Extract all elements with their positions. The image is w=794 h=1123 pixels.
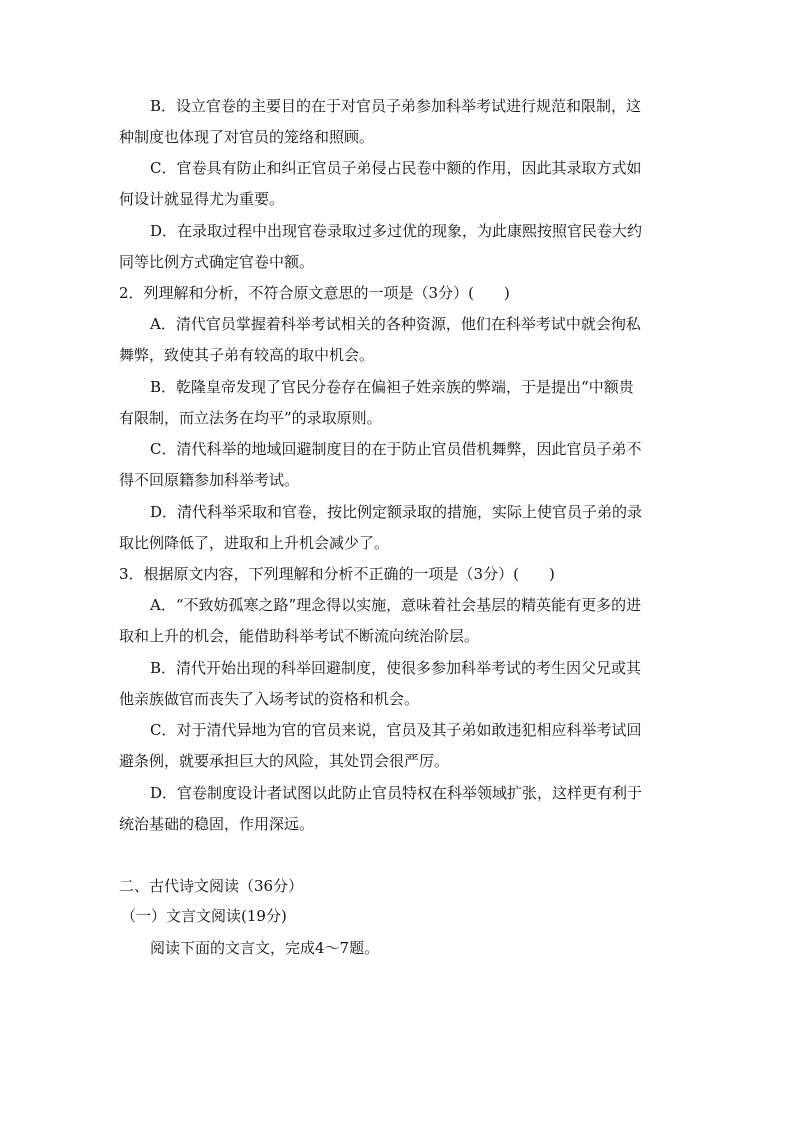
q3-option-b-line2: 他亲族做官而丧失了入场考试的资格和机会。	[119, 690, 420, 708]
q1-option-d-line2: 同等比例方式确定官卷中额。	[119, 253, 315, 271]
q1-option-b-line1: B．设立官卷的主要目的在于对官员子弟参加科举考试进行规范和限制，这	[150, 97, 642, 115]
q3-option-d-line1: D．官卷制度设计者试图以此防止官员特权在科举领域扩张，这样更有利于	[150, 784, 643, 802]
q1-option-b-line2: 种制度也体现了对官员的笼络和照顾。	[119, 128, 375, 146]
subsection-title: （一）文言文阅读(19分)	[121, 907, 287, 925]
q2-option-d-line1: D．清代科举采取和官卷，按比例定额录取的措施，实际上使官员子弟的录	[150, 503, 643, 521]
q3-option-c-line1: C．对于清代异地为官的官员来说，官员及其子弟如敢违犯相应科举考试回	[150, 721, 642, 739]
section-title: 二、古代诗文阅读（36分）	[119, 877, 304, 895]
q3-option-b-line1: B．清代开始出现的科举回避制度，使很多参加科举考试的考生因父兄或其	[150, 659, 642, 677]
reading-instruction: 阅读下面的文言文，完成4～7题。	[150, 939, 380, 957]
q2-option-c-line2: 得不回原籍参加科举考试。	[119, 471, 300, 489]
q1-option-d-line1: D．在录取过程中出现官卷录取过多过优的现象，为此康熙按照官民卷大约	[150, 222, 643, 240]
q1-option-c-line2: 何设计就显得尤为重要。	[119, 190, 285, 208]
q3-stem: 3．根据原文内容，下列理解和分析不正确的一项是（3分）( )	[119, 565, 555, 583]
q2-option-d-line2: 取比例降低了，进取和上升机会减少了。	[119, 534, 390, 552]
q3-option-a-line2: 取和上升的机会，能借助科举考试不断流向统治阶层。	[119, 627, 480, 645]
q2-option-b-line1: B．乾隆皇帝发现了官民分卷存在偏袒子姓亲族的弊端，于是提出“中额贵	[150, 378, 634, 396]
q3-option-a-line1: A．“不致妨孤寒之路”理念得以实施，意味着社会基层的精英能有更多的进	[150, 596, 642, 614]
q2-option-a-line1: A．清代官员掌握着科举考试相关的各种资源，他们在科举考试中就会徇私	[150, 315, 641, 333]
q2-option-c-line1: C．清代科举的地域回避制度目的在于防止官员借机舞弊，因此官员子弟不	[150, 440, 642, 458]
q1-option-c-line1: C．官卷具有防止和纠正官员子弟侵占民卷中额的作用，因此其录取方式如	[150, 159, 642, 177]
q3-option-d-line2: 统治基础的稳固，作用深远。	[119, 815, 315, 833]
q2-stem: 2．列理解和分析，不符合原文意思的一项是（3分）( )	[119, 284, 510, 302]
q2-option-b-line2: 有限制，而立法务在均平”的录取原则。	[119, 409, 382, 427]
q3-option-c-line2: 避条例，就要承担巨大的风险，其处罚会很严厉。	[119, 752, 450, 770]
q2-option-a-line2: 舞弊，致使其子弟有较高的取中机会。	[119, 346, 375, 364]
